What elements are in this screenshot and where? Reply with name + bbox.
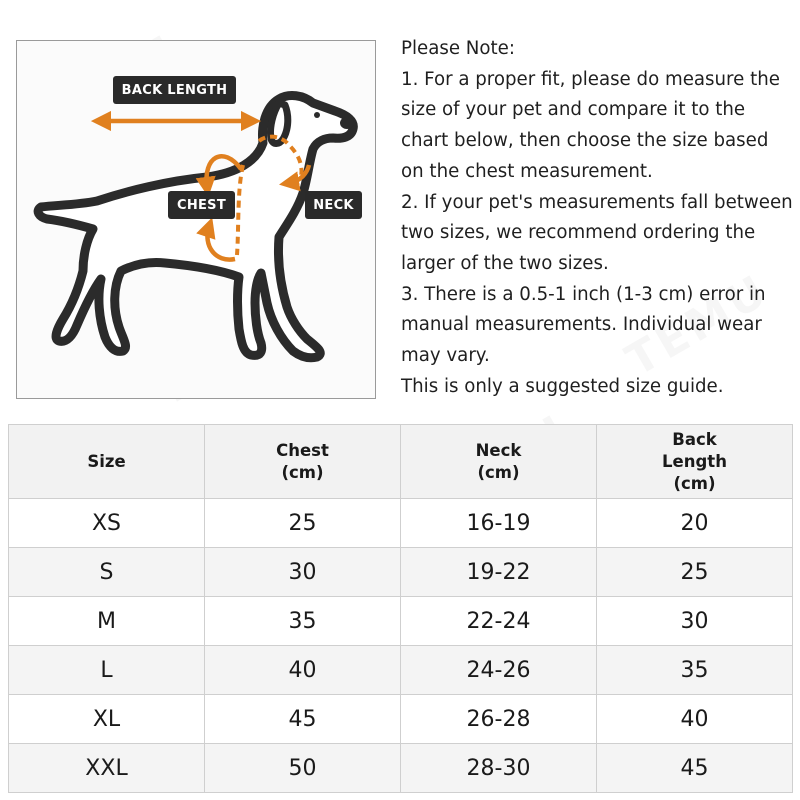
cell-neck: 26-28 bbox=[401, 695, 597, 744]
cell-chest: 40 bbox=[205, 646, 401, 695]
dog-nose bbox=[340, 117, 354, 129]
header-neck: Neck (cm) bbox=[401, 425, 597, 499]
cell-neck: 16-19 bbox=[401, 499, 597, 548]
notes-footer: This is only a suggested size guide. bbox=[401, 375, 724, 397]
chest-label: CHEST bbox=[168, 191, 235, 219]
table-header-row bbox=[9, 425, 793, 499]
cell-chest: 25 bbox=[205, 499, 401, 548]
cell-chest: 50 bbox=[205, 744, 401, 793]
cell-size: XXL bbox=[9, 744, 205, 793]
cell-size: S bbox=[9, 548, 205, 597]
cell-chest: 45 bbox=[205, 695, 401, 744]
cell-back-length: 25 bbox=[597, 548, 793, 597]
header-back-length: Back Length (cm) bbox=[597, 425, 793, 499]
cell-back-length: 40 bbox=[597, 695, 793, 744]
table-row bbox=[9, 597, 793, 646]
header-size: Size bbox=[9, 425, 205, 499]
cell-size: XS bbox=[9, 499, 205, 548]
cell-back-length: 45 bbox=[597, 744, 793, 793]
cell-size: XL bbox=[9, 695, 205, 744]
table-row bbox=[9, 744, 793, 793]
notes-heading: Please Note: bbox=[401, 38, 515, 59]
dog-measurement-diagram bbox=[16, 40, 376, 399]
cell-size: L bbox=[9, 646, 205, 695]
dog-outline bbox=[38, 96, 353, 358]
cell-chest: 30 bbox=[205, 548, 401, 597]
size-chart-table bbox=[8, 424, 793, 793]
table-row bbox=[9, 548, 793, 597]
cell-chest: 35 bbox=[205, 597, 401, 646]
cell-size: M bbox=[9, 597, 205, 646]
note-item: 2. If your pet's measurements fall between two sizes, we recommend ordering the larger of the two sizes. bbox=[401, 191, 793, 274]
table-row bbox=[9, 695, 793, 744]
table-row bbox=[9, 499, 793, 548]
note-item: 3. There is a 0.5-1 inch (1-3 cm) error in manual measurements. Individual wear may vary. bbox=[401, 283, 766, 367]
table-row bbox=[9, 646, 793, 695]
note-item: 1. For a proper fit, please do measure the size of your pet and compare it to the chart below, then choose the size based on the chest measurement. bbox=[401, 68, 780, 182]
cell-back-length: 20 bbox=[597, 499, 793, 548]
size-notes bbox=[401, 34, 793, 402]
cell-neck: 19-22 bbox=[401, 548, 597, 597]
back-length-label: BACK LENGTH bbox=[113, 76, 236, 104]
neck-label: NECK bbox=[305, 191, 362, 219]
dog-eye bbox=[314, 112, 320, 118]
cell-back-length: 30 bbox=[597, 597, 793, 646]
cell-neck: 24-26 bbox=[401, 646, 597, 695]
header-chest: Chest (cm) bbox=[205, 425, 401, 499]
cell-back-length: 35 bbox=[597, 646, 793, 695]
cell-neck: 22-24 bbox=[401, 597, 597, 646]
cell-neck: 28-30 bbox=[401, 744, 597, 793]
